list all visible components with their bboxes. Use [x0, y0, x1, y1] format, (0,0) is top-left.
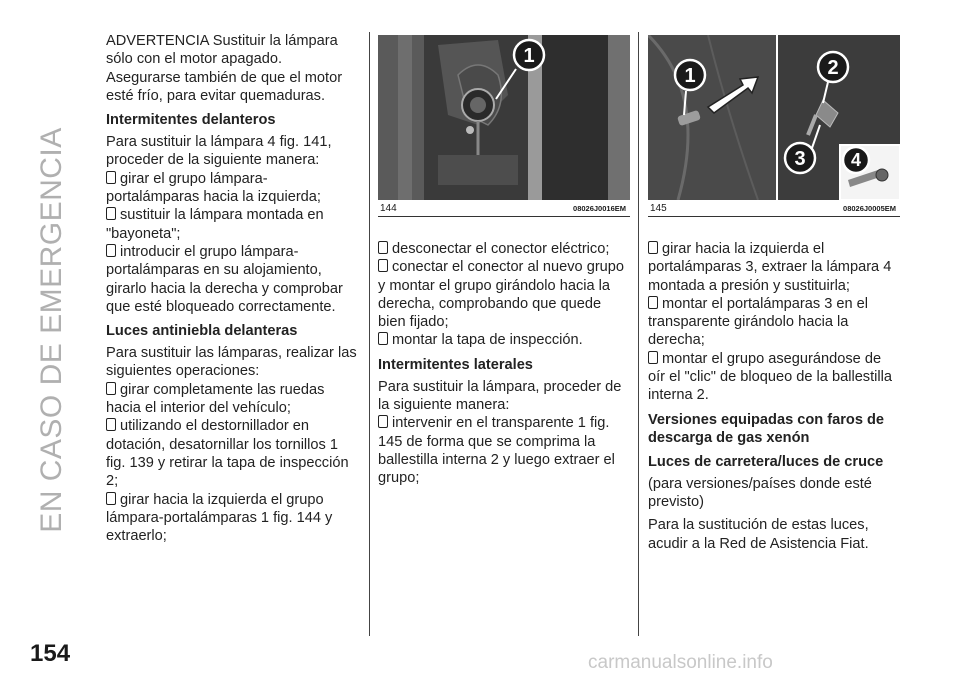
list-item-text: conectar el conector al nuevo grupo y montar el grupo girándolo hacia la derecha, comprobando que quede bien fijado; — [378, 259, 625, 331]
bullet-icon — [378, 259, 388, 272]
bullet-icon — [106, 244, 116, 257]
list-item-text: girar el grupo lámpara-portalámparas hacia la izquierda; — [106, 170, 321, 206]
sidebar-section-title: EN CASO DE EMERGENCIA — [35, 127, 68, 533]
list-item-text: montar el grupo asegurándose de oír el "clic" de bloqueo de la ballestilla interna 2. — [648, 350, 893, 404]
callout-4: 4 — [850, 150, 862, 170]
figure-145-caption — [648, 200, 900, 217]
list-item — [106, 170, 358, 207]
list-item-text: introducir el grupo lámpara-portalámparas en su alojamiento, girarlo hacia la derecha y comprobar que esté bloqueado correctamente. — [106, 243, 343, 315]
column-2 — [378, 240, 632, 488]
list-item — [106, 206, 358, 243]
bullet-icon — [378, 332, 388, 345]
figure-144-illustration — [378, 35, 630, 200]
figure-145 — [648, 35, 900, 217]
list-item — [106, 491, 358, 546]
list-item-text: girar hacia la izquierda el portalámparas 3, extraer la lámpara 4 montada a presión y sustituirla; — [648, 241, 892, 294]
list-item-text: utilizando el destornillador en dotación, desatornillar los tornillos 1 fig. 139 y retirar la tapa de inspección 2; — [106, 418, 349, 490]
heading-luces-carretera: Luces de carretera/luces de cruce — [648, 453, 884, 470]
bullet-icon — [648, 241, 658, 254]
figure-number: 144 — [380, 203, 397, 214]
heading-luces-antiniebla: Luces antiniebla delanteras — [106, 323, 298, 340]
list-item — [648, 350, 900, 405]
bullet-icon — [106, 382, 116, 395]
bullet-icon — [106, 492, 116, 505]
list-item — [648, 240, 900, 295]
figure-144-caption — [378, 200, 630, 217]
column-1 — [106, 32, 358, 545]
intro-text: Para sustituir las lámparas, realizar las siguientes operaciones: — [106, 345, 357, 380]
list-item-text: sustituir la lámpara montada en "bayoneta"; — [106, 207, 324, 242]
figure-145-illustration — [648, 35, 900, 200]
list-item — [106, 381, 358, 418]
bullet-icon — [378, 241, 388, 254]
bullet-icon — [106, 418, 116, 431]
list-item-text: intervenir en el transparente 1 fig. 145 de forma que se comprima la ballestilla interna 2 y luego extraer el grupo; — [378, 415, 615, 487]
callout-1: 1 — [684, 65, 696, 87]
list-item-text: desconectar el conector eléctrico; — [392, 241, 610, 257]
callout-2: 2 — [827, 57, 839, 79]
list-item — [106, 243, 358, 316]
column-divider-2 — [638, 32, 639, 636]
intro-text: Para sustituir la lámpara, proceder de la siguiente manera: — [378, 378, 622, 414]
list-item — [378, 240, 632, 258]
figure-144 — [378, 35, 630, 217]
callout-3: 3 — [794, 148, 806, 170]
column-divider-1 — [369, 32, 370, 636]
watermark: carmanualsonline.info — [588, 652, 773, 673]
list-item — [106, 417, 358, 490]
warning-text: ADVERTENCIA Sustituir la lámpara sólo con el motor apagado. Asegurarse también de que el motor esté frío, para evitar quemaduras. — [106, 33, 343, 104]
page-number: 154 — [30, 640, 71, 667]
list-item — [378, 414, 632, 487]
figure-number: 145 — [650, 203, 667, 214]
list-item-text: montar la tapa de inspección. — [392, 332, 583, 349]
heading-intermitentes-laterales: Intermitentes laterales — [378, 356, 533, 373]
list-item — [378, 258, 632, 331]
bullet-icon — [106, 171, 116, 184]
figure-code: 08026J0005EM — [843, 204, 896, 213]
bullet-icon — [648, 296, 658, 309]
list-item — [378, 331, 632, 349]
column-3 — [648, 240, 900, 558]
list-item-text: montar el portalámparas 3 en el transparente girándolo hacia la derecha; — [648, 295, 869, 349]
list-item — [648, 295, 900, 350]
list-item-text: girar hacia la izquierda el grupo lámpara-portalámparas 1 fig. 144 y extraerlo; — [106, 491, 333, 545]
bullet-icon — [378, 415, 388, 428]
bullet-icon — [106, 207, 116, 220]
note-text: (para versiones/países donde esté previsto) — [648, 475, 872, 510]
heading-intermitentes-delanteros: Intermitentes delanteros — [106, 112, 276, 129]
figure-code: 08026J0016EM — [573, 204, 626, 213]
intro-text: Para sustituir la lámpara 4 fig. 141, proceder de la siguiente manera: — [106, 134, 332, 169]
heading-versiones-xenon: Versiones equipadas con faros de descarga de gas xenón — [648, 411, 885, 446]
body-text: Para la sustitución de estas luces, acudir a la Red de Asistencia Fiat. — [648, 517, 869, 552]
bullet-icon — [648, 351, 658, 364]
callout-1: 1 — [523, 45, 535, 67]
list-item-text: girar completamente las ruedas hacia el interior del vehículo; — [106, 381, 325, 417]
